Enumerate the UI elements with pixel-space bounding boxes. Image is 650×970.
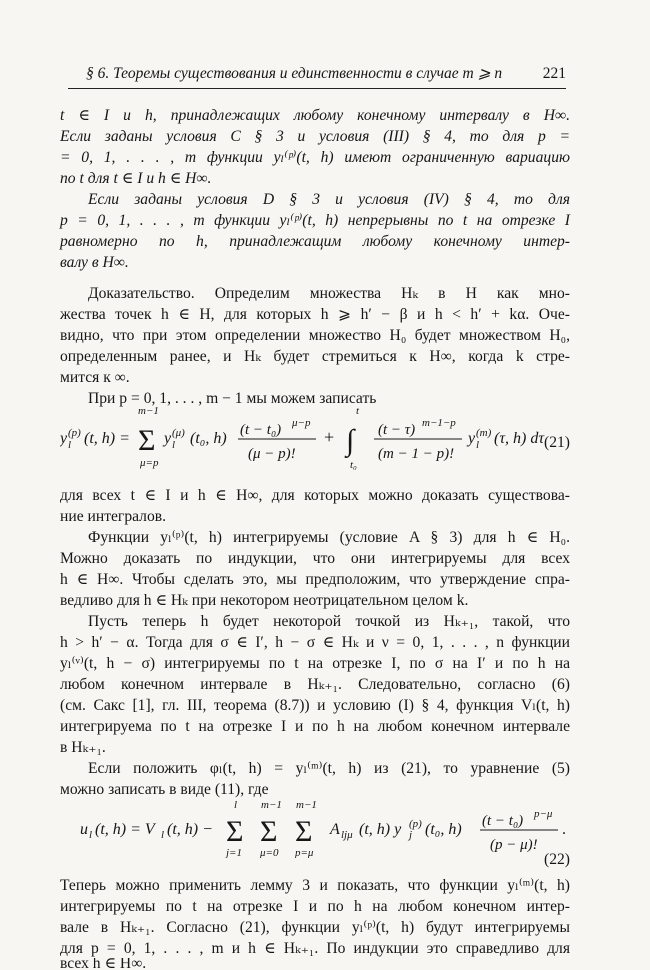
svg-text:μ=0: μ=0 [260, 847, 279, 858]
svg-text:.: . [562, 821, 566, 838]
text-line: При p = 0, 1, . . . , m − 1 мы можем записать [88, 390, 377, 407]
svg-text:j: j [409, 829, 413, 841]
equation-number: (21) [544, 434, 570, 451]
text-line: можно записать в виде (11), где [60, 781, 269, 798]
text-line: Если положить φₗ(t, h) = yₗ⁽ᵐ⁾(t, h) из (21), то уравнение (5) [88, 760, 570, 777]
text-line: = 0, 1, . . . , m функции yₗ⁽ᵖ⁾(t, h) имеют ограниченную вариацию [60, 149, 570, 166]
text-line: h ∈ H∞. Чтобы сделать это, мы предположим, что утверждение спра- [60, 571, 570, 588]
svg-text:(μ): (μ) [172, 427, 185, 439]
equation-22-drawing [60, 800, 570, 858]
svg-text:Σ: Σ [295, 815, 313, 848]
svg-text:(t, h) = V: (t, h) = V [95, 821, 155, 838]
text-line: для всех t ∈ I и h ∈ H∞, для которых можно доказать существова- [60, 487, 570, 504]
text-line: Можно доказать по индукции, что они интегрируемы для всех [60, 550, 570, 567]
svg-text:(τ, h) dτ: (τ, h) dτ [494, 430, 545, 447]
svg-text:l: l [234, 800, 238, 811]
text-line: валу в H∞. [60, 254, 129, 271]
text-line: интегрируема по t на отрезке I и по h на любом конечном интервале [60, 718, 570, 735]
svg-text:u: u [80, 821, 88, 838]
equation-21-drawing [60, 398, 570, 478]
svg-text:(m − 1 − p)!: (m − 1 − p)! [378, 446, 455, 462]
text-line: равномерно по h, принадлежащим любому конечному интер- [60, 233, 570, 250]
text-line: любом конечном интервале в Hₖ₊₁. Следовательно, согласно (6) [60, 676, 570, 693]
text-line: p = 0, 1, . . . , m функции yₗ⁽ᵖ⁾(t, h) непрерывны по t на отрезке I [60, 212, 570, 229]
svg-text:∫: ∫ [346, 424, 355, 457]
equation-21 [60, 398, 570, 478]
text-line: в Hₖ₊₁. [60, 739, 106, 756]
svg-text:A: A [330, 821, 340, 838]
svg-text:(t − τ): (t − τ) [378, 422, 416, 438]
svg-text:y: y [60, 430, 68, 447]
equation-22 [60, 800, 570, 872]
header-rule [68, 88, 566, 89]
svg-text:l: l [89, 829, 93, 841]
text-line: Доказательство. Определим множества Hₖ в H как мно- [88, 285, 570, 302]
text-line: Пусть теперь h будет некоторой точкой из Hₖ₊₁, такой, что [88, 613, 570, 630]
text-line: h > h′ − α. Тогда для σ ∈ I′, h − σ ∈ Hₖ и ν = 0, 1, . . . , n функции [60, 634, 570, 651]
svg-text:(t₀, h): (t₀, h) [190, 430, 227, 447]
text-line: видно, что при этом определении множество H₀ будет множеством H₀, [60, 327, 570, 344]
svg-text:(t, h) −: (t, h) − [167, 821, 213, 838]
text-line: (см. Сакс [1], гл. III, теорема (8.7)) и условию (I) § 4, функция Vₗ(t, h) [60, 697, 570, 714]
svg-text:l: l [161, 829, 165, 841]
text-line: по t для t ∈ I и h ∈ H∞. [60, 170, 212, 187]
text-line: yₗ⁽ᵛ⁾(t, h − σ) интегрируемы по t на отрезке I, по σ на I′ и по h на [60, 655, 570, 672]
svg-text:l: l [172, 439, 176, 451]
svg-text:(t − t₀): (t − t₀) [240, 422, 282, 438]
svg-text:(p): (p) [409, 818, 422, 830]
svg-text:m−1−p: m−1−p [422, 417, 456, 429]
svg-text:(p): (p) [68, 427, 81, 439]
svg-text:(t, h) y: (t, h) y [359, 821, 402, 838]
text-line: для p = 0, 1, . . . , m и h ∈ Hₖ₊₁. По индукции это справедливо для [60, 940, 570, 957]
text-line: Функции yₗ⁽ᵖ⁾(t, h) интегрируемы (условие A § 3) для h ∈ H₀. [88, 529, 570, 546]
equation-number: (22) [544, 851, 570, 868]
svg-text:p−μ: p−μ [534, 808, 553, 820]
svg-text:(t − t₀): (t − t₀) [482, 813, 524, 829]
svg-text:+: + [324, 427, 335, 447]
svg-text:Σ: Σ [138, 424, 156, 457]
text-line: всех h ∈ H∞. [60, 958, 147, 970]
svg-text:Σ: Σ [260, 815, 278, 848]
text-line: ведливо для h ∈ Hₖ при некотором неотрицательном целом k. [60, 592, 469, 609]
svg-text:(p − μ)!: (p − μ)! [490, 837, 538, 853]
page-number: 221 [542, 65, 566, 82]
svg-text:l: l [68, 439, 72, 451]
text-line: Если заданы условия D § 3 и условия (IV) § 4, то для [88, 191, 570, 208]
svg-text:μ=p: μ=p [140, 457, 159, 469]
svg-text:j=1: j=1 [226, 847, 242, 858]
text-line: интегрируемы по t на отрезке I и по h на любом конечном интер- [60, 898, 570, 915]
svg-text:(μ − p)!: (μ − p)! [248, 446, 296, 462]
text-line: вале в Hₖ₊₁. Согласно (21), функции yₗ⁽ᵖ⁾(t, h) будут интегрируемы [60, 919, 570, 936]
text-line: Теперь можно применить лемму 3 и показать, что функции yₗ⁽ᵐ⁾(t, h) [60, 877, 570, 894]
svg-text:y: y [164, 430, 172, 447]
svg-text:m−1: m−1 [261, 800, 282, 811]
svg-text:m−1: m−1 [138, 405, 159, 417]
svg-text:t: t [356, 405, 360, 417]
svg-text:(m): (m) [476, 427, 492, 439]
text-line: t ∈ I и h, принадлежащих любому конечному интервалу в H∞. [60, 107, 570, 124]
svg-text:t₀: t₀ [350, 459, 357, 471]
svg-text:(t, h) =: (t, h) = [84, 430, 130, 447]
text-line: ние интегралов. [60, 508, 167, 525]
svg-text:Σ: Σ [226, 815, 244, 848]
text-line: жества точек h ∈ H, для которых h ⩾ h′ − β и h < h′ + kα. Оче- [60, 306, 570, 323]
text-line: мится к ∞. [60, 369, 130, 386]
text-line: Если заданы условия C § 3 и условия (III) § 4, то для p = [60, 128, 570, 145]
svg-text:μ−p: μ−p [292, 417, 311, 429]
svg-text:y: y [468, 430, 476, 447]
svg-text:(t₀, h): (t₀, h) [425, 821, 462, 838]
svg-text:m−1: m−1 [296, 800, 317, 811]
running-title: § 6. Теоремы существования и единственности в случае m ⩾ n [86, 65, 503, 82]
svg-text:l: l [476, 439, 480, 451]
svg-text:ljμ: ljμ [341, 829, 353, 841]
svg-text:p=μ: p=μ [295, 847, 314, 858]
text-line: определенным ранее, и Hₖ будет стремиться к H∞, когда k стре- [60, 348, 570, 365]
